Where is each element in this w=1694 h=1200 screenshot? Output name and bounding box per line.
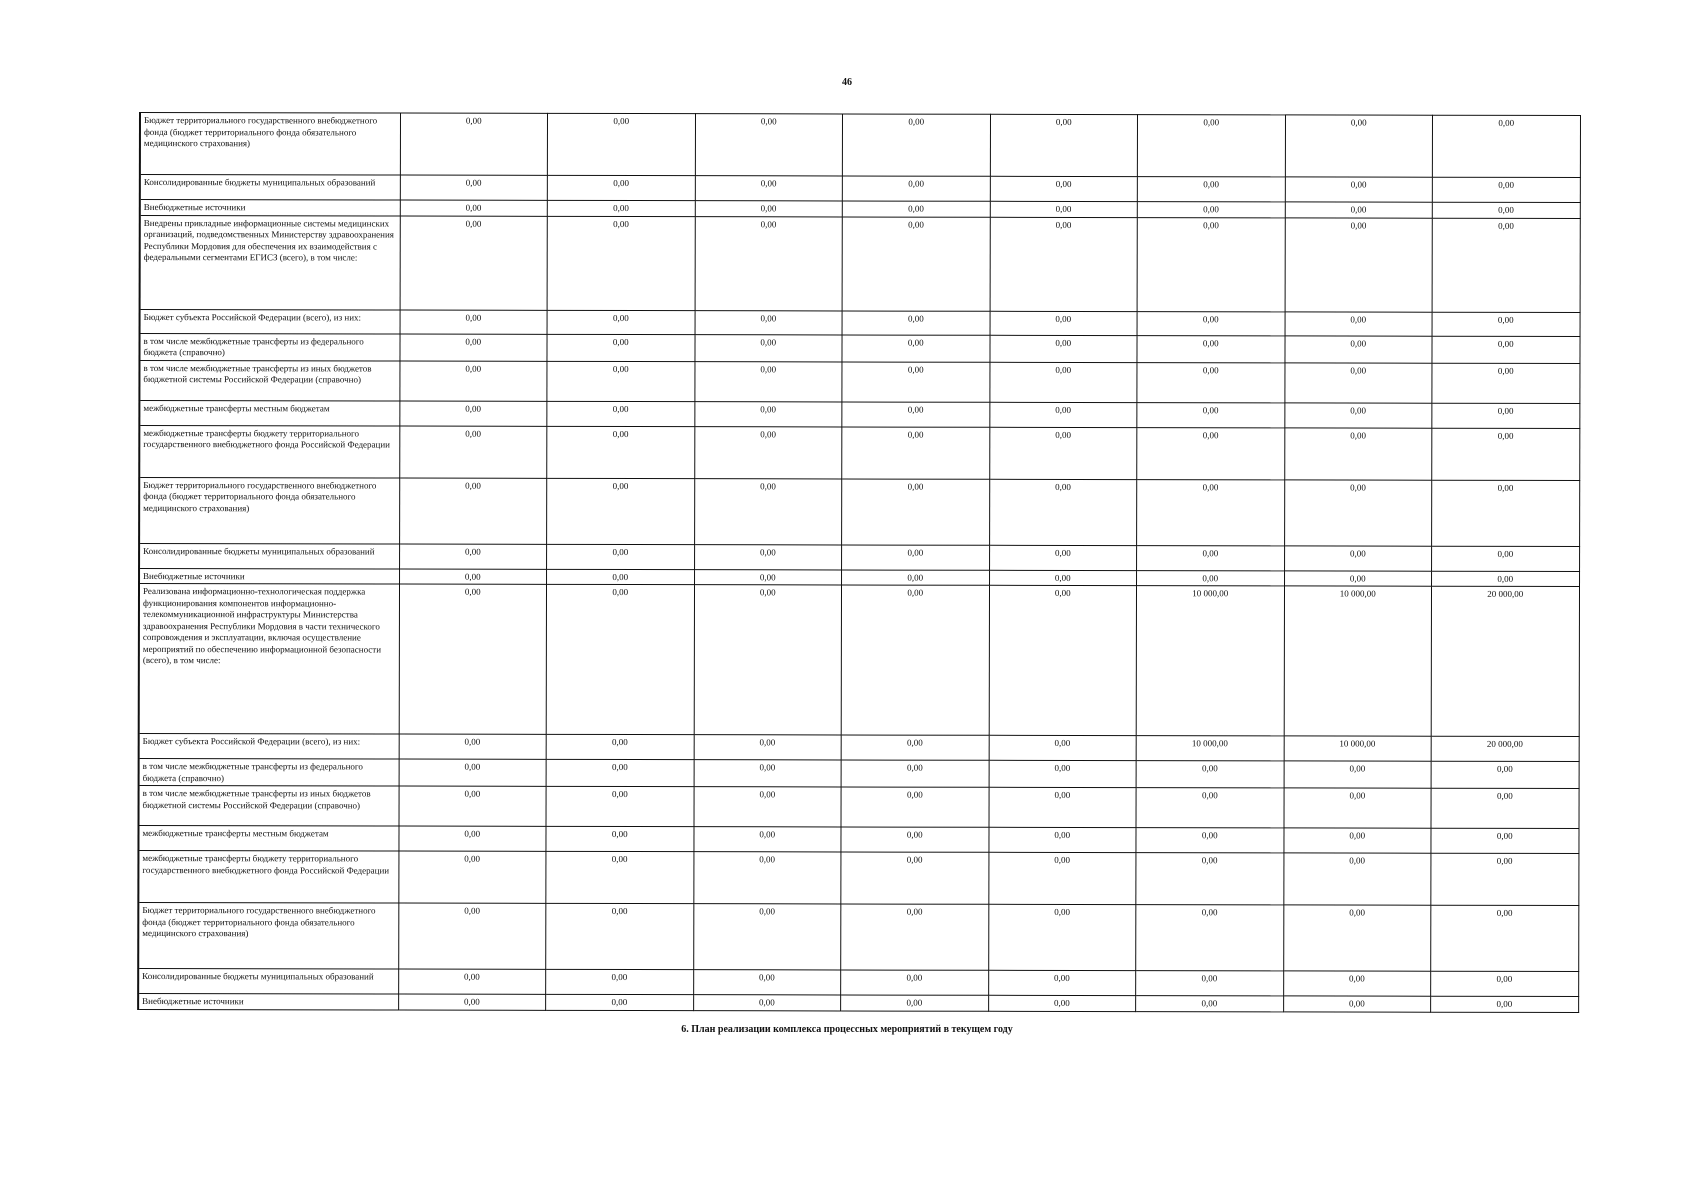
table-row [139, 425, 1579, 480]
value-cell: 0,00 [547, 569, 695, 585]
budget-table [137, 112, 1580, 1013]
value-cell: 0,00 [546, 903, 694, 969]
value-cell: 0,00 [1136, 828, 1284, 853]
value-cell: 0,00 [546, 851, 694, 903]
value-cell: 0,00 [399, 426, 547, 478]
value-cell: 0,00 [1432, 363, 1580, 403]
value-cell: 0,00 [990, 217, 1138, 311]
value-cell: 0,00 [1283, 828, 1431, 853]
value-cell: 0,00 [1136, 905, 1284, 971]
value-cell: 0,00 [841, 970, 989, 995]
value-cell: 0,00 [1137, 115, 1285, 177]
value-cell: 0,00 [842, 216, 990, 310]
value-cell: 0,00 [694, 569, 842, 585]
value-cell: 0,00 [1432, 115, 1580, 177]
value-cell: 0,00 [841, 827, 989, 852]
value-cell: 0,00 [1285, 202, 1433, 218]
value-cell: 0,00 [989, 335, 1137, 362]
value-cell: 0,00 [842, 544, 990, 569]
value-cell: 0,00 [1431, 761, 1579, 788]
value-cell: 10 000,00 [1284, 586, 1432, 736]
row-label: в том числе межбюджетные трансферты из иных бюджетов бюджетной системы Российской Федерации (справочно) [139, 786, 399, 827]
value-cell: 0,00 [989, 570, 1137, 586]
value-cell: 0,00 [547, 401, 695, 426]
value-cell: 0,00 [399, 334, 547, 361]
value-cell: 0,00 [694, 334, 842, 361]
table-row [139, 543, 1579, 571]
value-cell: 0,00 [841, 735, 989, 760]
value-cell: 0,00 [1285, 177, 1433, 202]
value-cell: 0,00 [1284, 402, 1432, 427]
row-label: Консолидированные бюджеты муниципальных образований [140, 175, 400, 201]
table-row [139, 734, 1579, 762]
value-cell: 0,00 [988, 904, 1136, 970]
value-cell: 0,00 [988, 970, 1136, 995]
value-cell: 0,00 [398, 969, 546, 994]
value-cell: 0,00 [694, 735, 842, 760]
table-row [139, 584, 1579, 737]
value-cell: 0,00 [842, 569, 990, 585]
value-cell: 0,00 [695, 201, 843, 217]
value-cell: 0,00 [989, 735, 1137, 760]
value-cell: 0,00 [694, 401, 842, 426]
value-cell: 20 000,00 [1431, 586, 1579, 736]
value-cell: 0,00 [1285, 217, 1433, 311]
value-cell: 0,00 [693, 970, 841, 995]
value-cell: 0,00 [1432, 218, 1580, 312]
value-cell: 0,00 [1137, 545, 1285, 570]
value-cell: 0,00 [989, 787, 1137, 827]
value-cell: 0,00 [842, 426, 990, 478]
value-cell: 0,00 [1136, 971, 1284, 996]
row-label: Внебюджетные источники [140, 200, 400, 216]
value-cell: 0,00 [399, 478, 547, 544]
value-cell: 0,00 [546, 969, 694, 994]
value-cell: 0,00 [546, 994, 694, 1010]
value-cell: 0,00 [399, 361, 547, 401]
section-title: 6. План реализации комплекса процессных мероприятий в текущем году [681, 1024, 1013, 1035]
value-cell: 0,00 [1284, 788, 1432, 828]
value-cell: 0,00 [1432, 202, 1580, 218]
table-row [139, 786, 1579, 829]
value-cell: 0,00 [546, 759, 694, 786]
value-cell: 0,00 [1283, 971, 1431, 996]
value-cell: 0,00 [693, 995, 841, 1011]
value-cell: 0,00 [1432, 177, 1580, 202]
value-cell: 0,00 [1432, 480, 1580, 546]
value-cell: 0,00 [1137, 202, 1285, 218]
row-label: Внебюджетные источники [139, 568, 399, 584]
row-label: межбюджетные трансферты местным бюджетам [139, 400, 399, 426]
value-cell: 0,00 [842, 310, 990, 334]
value-cell: 10 000,00 [1136, 736, 1284, 761]
value-cell: 0,00 [1432, 546, 1580, 571]
value-cell: 0,00 [842, 114, 990, 176]
value-cell: 0,00 [1137, 177, 1285, 202]
value-cell: 0,00 [400, 216, 548, 310]
value-cell: 0,00 [1285, 115, 1433, 177]
value-cell: 0,00 [1137, 479, 1285, 545]
value-cell: 0,00 [1432, 312, 1580, 336]
value-cell: 0,00 [1432, 571, 1580, 587]
value-cell: 0,00 [398, 994, 546, 1010]
table-row [140, 175, 1580, 203]
value-cell: 0,00 [841, 904, 989, 970]
value-cell: 0,00 [694, 585, 842, 735]
value-cell: 0,00 [547, 544, 695, 569]
value-cell: 0,00 [1284, 545, 1432, 570]
value-cell: 0,00 [400, 113, 548, 175]
value-cell: 0,00 [695, 114, 843, 176]
value-cell: 0,00 [1284, 570, 1432, 586]
value-cell: 0,00 [547, 216, 695, 310]
value-cell: 0,00 [399, 569, 547, 585]
value-cell: 0,00 [695, 216, 843, 310]
value-cell: 0,00 [547, 334, 695, 361]
table-row [138, 903, 1578, 972]
value-cell: 0,00 [399, 544, 547, 569]
row-label: межбюджетные трансферты бюджету территориального государственного внебюджетного фонда Российской Федерации [139, 425, 399, 478]
value-cell: 0,00 [841, 995, 989, 1011]
value-cell: 0,00 [990, 201, 1138, 217]
value-cell: 0,00 [398, 851, 546, 903]
value-cell: 0,00 [398, 826, 546, 851]
value-cell: 0,00 [1284, 362, 1432, 402]
value-cell: 0,00 [989, 402, 1137, 427]
value-cell: 0,00 [1285, 311, 1433, 335]
value-cell: 0,00 [694, 544, 842, 569]
value-cell: 0,00 [1431, 853, 1579, 905]
value-cell: 0,00 [693, 852, 841, 904]
value-cell: 0,00 [990, 176, 1138, 201]
table-row [139, 333, 1579, 363]
value-cell: 0,00 [694, 426, 842, 478]
row-label: Реализована информационно-технологическая поддержка функционирования компонентов информационно-телекоммуникационной инфраструктуры Министерства здравоохранения Республики Мордовия в части технического сопровождения и эксплуатации, включая осуществление мероприятий по обеспечению информационной безопасности (всего), в том числе: [139, 584, 399, 735]
value-cell: 0,00 [547, 361, 695, 401]
value-cell: 0,00 [694, 787, 842, 827]
value-cell: 0,00 [842, 201, 990, 217]
value-cell: 0,00 [1284, 427, 1432, 479]
value-cell: 0,00 [399, 786, 547, 826]
value-cell: 0,00 [1284, 335, 1432, 362]
value-cell: 0,00 [1431, 828, 1579, 853]
value-cell: 10 000,00 [1284, 736, 1432, 761]
value-cell: 0,00 [694, 760, 842, 787]
value-cell: 0,00 [547, 113, 695, 175]
row-label: Бюджет субъекта Российской Федерации (всего), из них: [139, 734, 399, 760]
budget-table-body [138, 113, 1580, 1013]
value-cell: 0,00 [1283, 996, 1431, 1012]
value-cell: 0,00 [841, 585, 989, 735]
value-cell: 0,00 [399, 759, 547, 786]
value-cell: 0,00 [400, 200, 548, 216]
value-cell: 0,00 [693, 904, 841, 970]
value-cell: 0,00 [990, 311, 1138, 335]
value-cell: 0,00 [1137, 570, 1285, 586]
value-cell: 0,00 [1284, 761, 1432, 788]
row-label: Бюджет территориального государственного внебюджетного фонда (бюджет территориального фонда обязательного медицинского страхования) [138, 903, 398, 970]
value-cell: 0,00 [989, 585, 1137, 735]
value-cell: 0,00 [1432, 428, 1580, 480]
value-cell: 0,00 [1137, 402, 1285, 427]
value-cell: 0,00 [547, 200, 695, 216]
row-label: Бюджет субъекта Российской Федерации (всего), из них: [140, 309, 400, 334]
row-label: Бюджет территориального государственного внебюджетного фонда (бюджет территориального фонда обязательного медицинского страхования) [140, 113, 400, 176]
value-cell: 10 000,00 [1136, 586, 1284, 736]
row-label: Консолидированные бюджеты муниципальных образований [138, 969, 398, 995]
value-cell: 0,00 [988, 852, 1136, 904]
value-cell: 0,00 [989, 760, 1137, 787]
table-row [138, 826, 1578, 854]
value-cell: 0,00 [842, 401, 990, 426]
value-cell: 0,00 [1136, 996, 1284, 1012]
row-label: Бюджет территориального государственного внебюджетного фонда (бюджет территориального фонда обязательного медицинского страхования) [139, 477, 399, 544]
page-number: 46 [842, 77, 852, 88]
table-row [140, 215, 1580, 312]
row-label: в том числе межбюджетные трансферты из иных бюджетов бюджетной системы Российской Федерации (справочно) [139, 360, 399, 401]
value-cell: 0,00 [988, 827, 1136, 852]
table-row [139, 360, 1579, 403]
value-cell: 0,00 [1432, 403, 1580, 428]
value-cell: 0,00 [547, 478, 695, 544]
value-cell: 0,00 [841, 760, 989, 787]
row-label: в том числе межбюджетные трансферты из федерального бюджета (справочно) [139, 759, 399, 787]
value-cell: 0,00 [1432, 336, 1580, 363]
value-cell: 0,00 [1137, 311, 1285, 335]
table-row [140, 113, 1580, 178]
value-cell: 0,00 [842, 361, 990, 401]
row-label: Внебюджетные источники [138, 994, 398, 1010]
value-cell: 0,00 [989, 427, 1137, 479]
table-row [139, 477, 1579, 546]
value-cell: 0,00 [842, 478, 990, 544]
value-cell: 0,00 [399, 734, 547, 759]
value-cell: 0,00 [400, 175, 548, 200]
value-cell: 0,00 [546, 584, 694, 734]
value-cell: 0,00 [399, 401, 547, 426]
value-cell: 0,00 [988, 995, 1136, 1011]
value-cell: 0,00 [399, 584, 547, 734]
value-cell: 0,00 [1137, 427, 1285, 479]
row-label: в том числе межбюджетные трансферты из федерального бюджета (справочно) [139, 333, 399, 361]
value-cell: 0,00 [694, 478, 842, 544]
value-cell: 0,00 [841, 787, 989, 827]
value-cell: 0,00 [1137, 362, 1285, 402]
value-cell: 0,00 [1136, 853, 1284, 905]
table-row [138, 994, 1578, 1013]
value-cell: 0,00 [990, 114, 1138, 176]
value-cell: 0,00 [694, 361, 842, 401]
value-cell: 0,00 [546, 826, 694, 851]
value-cell: 0,00 [989, 362, 1137, 402]
value-cell: 0,00 [1136, 788, 1284, 828]
value-cell: 0,00 [1137, 335, 1285, 362]
value-cell: 0,00 [1283, 853, 1431, 905]
value-cell: 0,00 [842, 334, 990, 361]
table-row [138, 851, 1578, 906]
value-cell: 0,00 [400, 310, 548, 334]
value-cell: 20 000,00 [1431, 736, 1579, 761]
value-cell: 0,00 [546, 734, 694, 759]
table-row [139, 759, 1579, 789]
table-row [140, 309, 1580, 336]
value-cell: 0,00 [1136, 761, 1284, 788]
row-label: Консолидированные бюджеты муниципальных образований [139, 543, 399, 569]
value-cell: 0,00 [841, 852, 989, 904]
table-row [138, 969, 1578, 997]
value-cell: 0,00 [1431, 905, 1579, 971]
value-cell: 0,00 [695, 310, 843, 334]
table-row [139, 400, 1579, 428]
value-cell: 0,00 [398, 903, 546, 969]
value-cell: 0,00 [547, 426, 695, 478]
value-cell: 0,00 [695, 176, 843, 201]
value-cell: 0,00 [989, 479, 1137, 545]
value-cell: 0,00 [989, 545, 1137, 570]
value-cell: 0,00 [1284, 479, 1432, 545]
value-cell: 0,00 [1431, 971, 1579, 996]
value-cell: 0,00 [1283, 905, 1431, 971]
value-cell: 0,00 [1137, 217, 1285, 311]
value-cell: 0,00 [1431, 996, 1579, 1012]
value-cell: 0,00 [693, 827, 841, 852]
value-cell: 0,00 [842, 176, 990, 201]
value-cell: 0,00 [546, 786, 694, 826]
value-cell: 0,00 [1431, 788, 1579, 828]
row-label: Внедрены прикладные информационные системы медицинских организаций, подведомственных Министерству здравоохранения Республики Мордовия для обеспечения их взаимодействия с федеральными сегментами ЕГИСЗ (всего), в том числе: [140, 215, 400, 310]
row-label: межбюджетные трансферты бюджету территориального государственного внебюджетного фонда Российской Федерации [138, 851, 398, 904]
row-label: межбюджетные трансферты местным бюджетам [138, 826, 398, 852]
value-cell: 0,00 [547, 175, 695, 200]
value-cell: 0,00 [547, 310, 695, 334]
